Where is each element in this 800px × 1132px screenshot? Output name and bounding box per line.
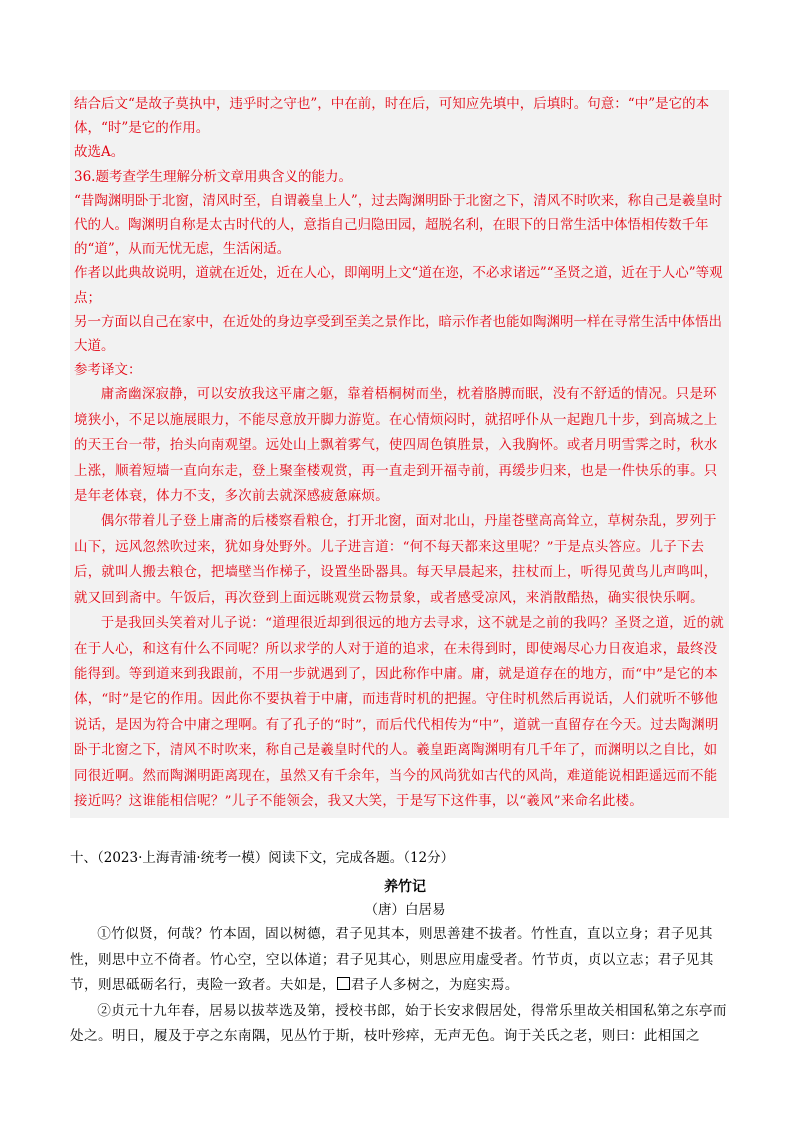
answer-line: 36.题考查学生理解分析文章用典含义的能力。	[74, 168, 352, 185]
answer-explanation-block	[70, 90, 729, 818]
translation-paragraph: 庸斋幽深寂静，可以安放我这平庸之躯，靠着梧桐树而坐，枕着胳膊而眠，没有不舒适的情况。只是环境狭小，不足以施展眼力，不能尽意放开脚力游览。在心情烦闷时，就招呼仆从一起跑几十步，到高城之上的天王台一带，抬头向南观望。远处山上飘着雾气，使四周色镇胜景，入我胸怀。或者月明雪霁之时，秋水上涨，顺着短墙一直向东走，登上聚奎楼观赏，再一直走到开福寺前，再缓步归来，也是一件快乐的事。只是年老体衰，体力不支，多次前去就深感疲惫麻烦。	[74, 387, 718, 505]
translation-paragraph: 偶尔带着儿子登上庸斋的后楼察看粮仓，打开北窗，面对北山，丹崖苍壁高高耸立，草树杂乱，罗列于山下，远风忽然吹过来，犹如身处野外。儿子进言道：“何不每天都来这里呢？”于是点头答应。儿子下去后，就叫人搬去粮仓，把墙壁当作梯子，设置坐卧器具。每天早晨起来，拄杖而上，听得见黄鸟儿声鸣叫，就又回到斋中。午饭后，再次登到上面远眺观赏云物景象，或者感受凉风，来消散酷热，确实很快乐啊。	[74, 514, 718, 606]
translation-label: 参考译文：	[74, 362, 142, 379]
fill-blank-box[interactable]	[337, 977, 350, 990]
answer-line: 故选A。	[74, 144, 125, 161]
translation-paragraph: 于是我回头笑着对儿子说：“道理很近却到很远的地方去寻求，这不就是之前的我吗？圣贤之道，近的就在于人心，和这有什么不同呢？所以求学的人对于道的追求，在未得到时，即使竭尽心力日夜追求，最终没能得到。等到道来到我跟前，不用一步就遇到了，因此称作中庸。庸，就是道存在的地方，而“中”是它的本体，“时”是它的作用。因此你不要执着于中庸，而违背时机的把握。守住时机然后再说话，人们就听不够他说话，是因为符合中庸之理啊。有了孔子的“时”，而后代代相传为“中”，道就一直留存在今天。过去陶渊明卧于北窗之下，清风不时吹来，称自己是羲皇时代的人。羲皇距离陶渊明有几千年了，而渊明以之自比，如同很近啊。然而陶渊明距离现在，虽然又有千余年，当今的风尚犹如古代的风尚，难道能说相距遥远而不能接近吗？这谁能相信呢？”儿子不能领会，我又大笑，于是写下这件事，以“羲风”来命名此楼。	[74, 616, 725, 809]
answer-line: 结合后文“是故子莫执中，违乎时之守也”，中在前，时在后，可知应先填中，后填时。句意：“中”是它的本体，“时”是它的作用。	[74, 96, 710, 137]
passage-paragraph-2: ②贞元十九年春，居易以拔萃选及第，授校书郎，始于长安求假居处，得常乐里故关相国私第之东亭而处之。明日，履及于亭之东南隅，见丛竹于斯，枝叶殄瘁，无声无色。询于关氏之老，则曰：此相国之	[70, 1002, 727, 1044]
passage-title: 养竹记	[384, 879, 426, 895]
paragraph-text: 君子人多树之，为庭实焉。	[350, 977, 519, 993]
answer-line: “昔陶渊明卧于北窗，清风时至，自谓羲皇上人”，过去陶渊明卧于北窗之下，清风不时吹来，称自己是羲皇时代的人。陶渊明自称是太古时代的人，意指自己归隐田园，超脱名利，在眼下的日常生活中体悟相传数千年的“道”，从而无忧无虑，生活闲适。	[74, 192, 723, 258]
question-section	[70, 846, 740, 1050]
answer-line: 另一方面以自己在家中，在近处的身边享受到至美之景作比，暗示作者也能如陶渊明一样在寻常生活中体悟出大道。	[74, 313, 722, 355]
passage-paragraph-1	[70, 922, 740, 999]
answer-line: 作者以此典故说明，道就在近处，近在人心，即阐明上文“道在迩，不必求诸远”“圣贤之道，近在于人心”等观点；	[74, 265, 723, 306]
question-heading: 十、（2023·上海青浦·统考一模）阅读下文，完成各题。（12分）	[70, 850, 455, 866]
passage-author: （唐）白居易	[364, 902, 446, 918]
paragraph-text: ①竹似贤，何哉？竹本固，固以树德，君子见其本，则思善建不拔者。竹性直，直以立身；君子见其性，则思中立不倚者。竹心空，空以体道；君子见其心，则思应用虚受者。竹节贞，贞以立志；君子见其节，则思砥砺名行，夷险一致者。夫如是，	[70, 926, 714, 993]
